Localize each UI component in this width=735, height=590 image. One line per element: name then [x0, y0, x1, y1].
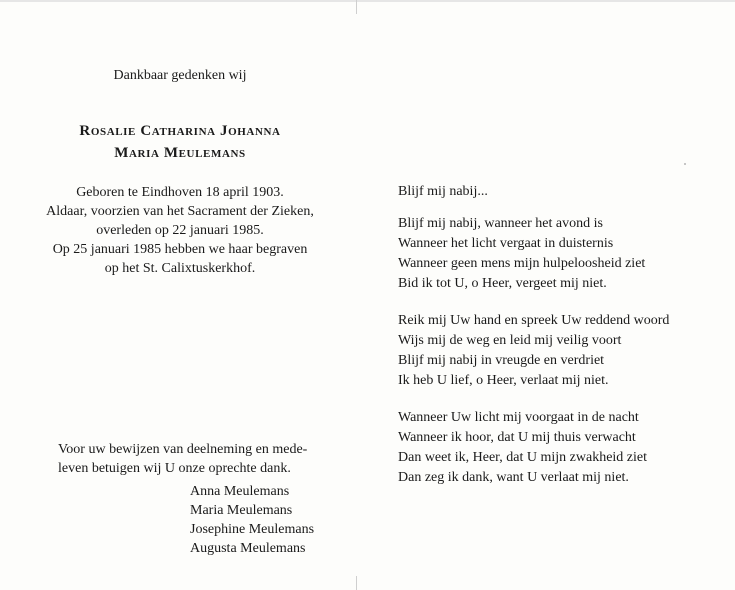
poem-line: Dan zeg ik dank, want U verlaat mij niet.	[398, 470, 629, 485]
poem-line: Wanneer Uw licht mij voorgaat in de nacht	[398, 410, 639, 425]
poem-title: Blijf mij nabij...	[398, 184, 488, 199]
poem-stanza-2	[398, 311, 728, 391]
thanks-line: leven betuigen wij U onze oprechte dank.	[58, 461, 291, 476]
biography	[0, 183, 360, 278]
poem-stanza-3	[398, 408, 728, 488]
poem-line: Dan weet ik, Heer, dat U mijn zwakheid ziet	[398, 450, 648, 465]
signer-name: Anna Meulemans	[190, 484, 290, 499]
poem-panel	[398, 182, 728, 505]
signer-name: Maria Meulemans	[190, 503, 293, 518]
poem-line: Blijf mij nabij in vreugde en verdriet	[398, 353, 605, 368]
paper-speck	[684, 163, 686, 165]
intro-line: Dankbaar gedenken wij	[113, 68, 247, 83]
bio-line: Op 25 januari 1985 hebben we haar begraven	[52, 242, 308, 257]
deceased-name	[0, 120, 360, 164]
thanks-message	[58, 440, 348, 478]
poem-line: Wanneer het licht vergaat in duisternis	[398, 236, 614, 251]
poem-line: Bid ik tot U, o Heer, vergeet mij niet.	[398, 276, 607, 291]
bio-line: Aldaar, voorzien van het Sacrament der Zieken,	[46, 204, 314, 219]
bio-line: Geboren te Eindhoven 18 april 1903.	[76, 185, 284, 200]
poem-line: Wanneer geen mens mijn hulpeloosheid ziet	[398, 256, 646, 271]
signer-name: Augusta Meulemans	[190, 541, 306, 556]
poem-line: Wijs mij de weg en leid mij veilig voort	[398, 333, 622, 348]
poem-line: Wanneer ik hoor, dat U mij thuis verwacht	[398, 430, 636, 445]
left-panel	[0, 0, 360, 590]
signer-name: Josephine Meulemans	[190, 522, 315, 537]
signers-list	[190, 482, 314, 558]
poem-line: Ik heb U lief, o Heer, verlaat mij niet.	[398, 373, 609, 388]
poem-stanza-1	[398, 214, 728, 294]
name-line-1: Rosalie Catharina Johanna	[79, 123, 281, 139]
thanks-line: Voor uw bewijzen van deelneming en mede-	[58, 442, 308, 457]
bio-line: op het St. Calixtuskerkhof.	[104, 261, 256, 276]
poem-line: Blijf mij nabij, wanneer het avond is	[398, 216, 603, 231]
poem-line: Reik mij Uw hand en spreek Uw reddend woord	[398, 313, 670, 328]
name-line-2: Maria Meulemans	[114, 145, 246, 161]
bio-line: overleden op 22 januari 1985.	[96, 223, 264, 238]
